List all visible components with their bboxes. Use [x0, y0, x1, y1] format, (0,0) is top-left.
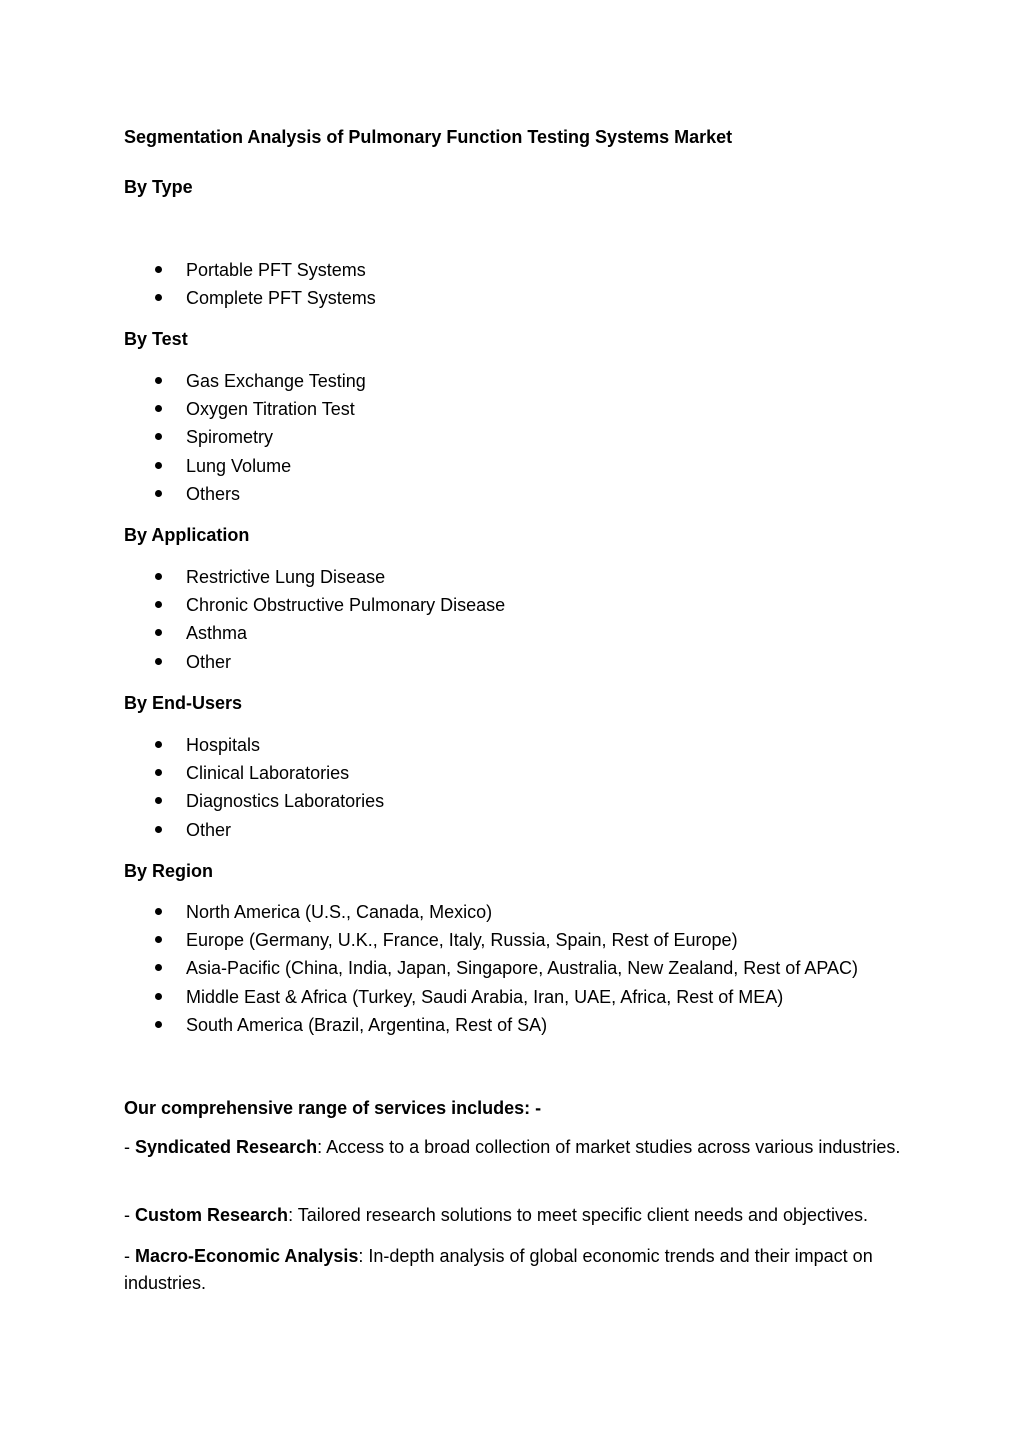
list-item — [150, 901, 858, 929]
list-item — [150, 566, 505, 594]
service-prefix: - — [124, 1205, 135, 1225]
list-item-label: Restrictive Lung Disease — [186, 567, 386, 587]
list-item — [150, 986, 858, 1014]
list-item-label: Diagnostics Laboratories — [186, 791, 385, 812]
bullet-icon — [155, 462, 162, 469]
bullet-icon — [155, 490, 162, 497]
list-item-label: Gas Exchange Testing — [186, 371, 366, 391]
service-term: Custom Research — [135, 1205, 289, 1225]
bullet-icon — [155, 629, 162, 636]
bullet-icon — [155, 266, 162, 273]
bullet-icon — [155, 658, 162, 665]
list-item-label: Others — [186, 483, 241, 504]
list-item — [150, 790, 384, 818]
document-title: Segmentation Analysis of Pulmonary Function Testing Systems Market — [124, 127, 733, 147]
list-item-label: Hospitals — [186, 735, 261, 755]
bullet-icon — [155, 797, 162, 804]
list-item — [150, 957, 858, 985]
section-heading-by-test: By Test — [124, 329, 188, 349]
list-item-label: North America (U.S., Canada, Mexico) — [186, 902, 493, 922]
list-item-label: Complete PFT Systems — [186, 288, 376, 309]
list-item-label: Middle East & Africa (Turkey, Saudi Arabia, Iran, UAE, Africa, Rest of MEA) — [186, 986, 784, 1007]
list-item — [150, 819, 384, 847]
section-heading-by-application: By Application — [124, 525, 250, 545]
end-users-list — [150, 734, 384, 847]
list-item-label: Other — [186, 651, 232, 672]
list-item — [150, 455, 366, 483]
list-item — [150, 734, 384, 762]
list-item — [150, 622, 505, 650]
region-list — [150, 901, 858, 1042]
bullet-icon — [155, 1021, 162, 1028]
list-item-label: Spirometry — [186, 427, 274, 448]
section-heading-by-type: By Type — [124, 177, 193, 197]
list-item — [150, 398, 366, 426]
list-item-label: Chronic Obstructive Pulmonary Disease — [186, 595, 506, 616]
bullet-icon — [155, 908, 162, 915]
service-term: Syndicated Research — [135, 1137, 318, 1157]
list-item-label: Europe (Germany, U.K., France, Italy, Russia, Spain, Rest of Europe) — [186, 930, 738, 951]
type-list — [150, 259, 376, 315]
bullet-icon — [155, 936, 162, 943]
section-heading-by-region: By Region — [124, 861, 214, 881]
list-item — [150, 651, 505, 679]
service-prefix: - — [124, 1137, 135, 1157]
service-item-custom-research — [124, 1202, 914, 1229]
bullet-icon — [155, 826, 162, 833]
list-item-label: Lung Volume — [186, 455, 292, 476]
bullet-icon — [155, 964, 162, 971]
bullet-icon — [155, 433, 162, 440]
service-prefix: - — [124, 1246, 135, 1266]
list-item — [150, 1014, 858, 1042]
list-item — [150, 762, 384, 790]
application-list — [150, 566, 505, 679]
bullet-icon — [155, 405, 162, 412]
list-item-label: Oxygen Titration Test — [186, 399, 355, 420]
list-item — [150, 929, 858, 957]
bullet-icon — [155, 377, 162, 384]
service-term: Macro-Economic Analysis — [135, 1246, 359, 1266]
list-item — [150, 483, 366, 511]
list-item — [150, 426, 366, 454]
bullet-icon — [155, 741, 162, 748]
bullet-icon — [155, 769, 162, 776]
services-heading: Our comprehensive range of services includes: - — [124, 1098, 542, 1118]
service-description: : In-depth analysis of global economic trends and their impact on industries. — [124, 1246, 873, 1293]
list-item-label: Asthma — [186, 623, 248, 644]
list-item-label: Portable PFT Systems — [186, 260, 366, 280]
list-item — [150, 370, 366, 398]
section-heading-by-end-users: By End-Users — [124, 693, 243, 713]
bullet-icon — [155, 993, 162, 1000]
service-description: : Tailored research solutions to meet specific client needs and objectives. — [288, 1205, 869, 1225]
test-list — [150, 370, 366, 511]
service-description: : Access to a broad collection of market studies across various industries. — [317, 1137, 901, 1157]
list-item-label: Clinical Laboratories — [186, 763, 350, 784]
list-item — [150, 594, 505, 622]
service-item-macro-economic-analysis — [124, 1243, 914, 1297]
service-item-syndicated-research — [124, 1134, 914, 1161]
list-item-label: South America (Brazil, Argentina, Rest of SA) — [186, 1014, 548, 1035]
list-item — [150, 259, 376, 287]
list-item-label: Other — [186, 819, 232, 840]
bullet-icon — [155, 601, 162, 608]
bullet-icon — [155, 573, 162, 580]
list-item — [150, 287, 376, 315]
list-item-label: Asia-Pacific (China, India, Japan, Singapore, Australia, New Zealand, Rest of APAC) — [186, 958, 859, 979]
bullet-icon — [155, 294, 162, 301]
